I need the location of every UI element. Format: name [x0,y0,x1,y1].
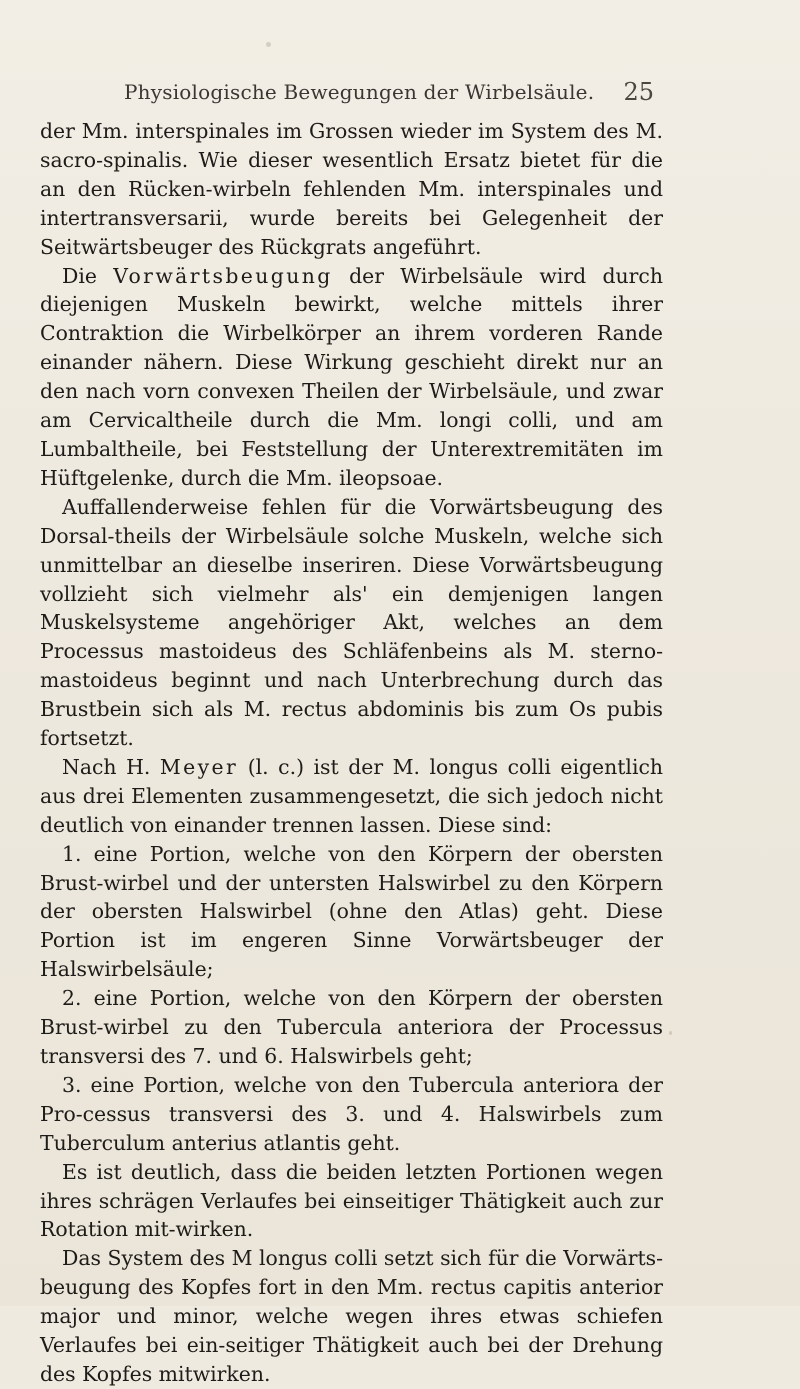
paragraph: Nach H. Meyer (l. c.) ist der M. longus colli eigentlich aus drei Elementen zusammengesetzt, die sich jedoch nicht deutlich von einander trennen lassen. Diese sind: [40,754,664,837]
paper-speck [266,42,271,47]
emphasis-term: Vorwärtsbeugung [113,263,333,288]
list-item: 3. eine Portion, welche von den Tubercula anteriora der Pro-cessus transversi des 3. und 4. Halswirbels zum Tuberculum anterius atlantis geht. [40,1072,663,1155]
paragraph: Die Vorwärtsbeugung der Wirbelsäule wird durch diejenigen Muskeln bewirkt, welche mittels ihrer Contraktion die Wirbelkörper an ihrem vorderen Rande einander nähern. Diese Wirkung geschieht direkt nur an den nach vorn convexen Theilen der Wirbelsäule, und zwar am Cervicaltheile durch die Mm. longi colli, und am Lumbaltheile, bei Feststellung der Unterextremitäten im Hüftgelenke, durch die Mm. ileopsoae. [40,263,663,490]
body-text [40,117,663,1389]
list-item: 1. eine Portion, welche von den Körpern der obersten Brust-wirbel und der untersten Halswirbel zu den Körpern der obersten Halswirbel (ohne den Atlas) geht. Diese Portion ist im engeren Sinne Vorwärtsbeuger der Halswirbelsäule; [40,841,663,982]
list-item: 2. eine Portion, welche von den Körpern der obersten Brust-wirbel zu den Tubercula anteriora der Processus transversi des 7. und 6. Halswirbels geht; [40,986,663,1068]
page-number: 25 [623,78,654,106]
page-header [124,80,654,116]
paragraph: Es ist deutlich, dass die beiden letzten Portionen wegen ihres schrägen Verlaufes bei einseitiger Thätigkeit auch zur Rotation mit-wirken. [40,1159,663,1242]
paragraph: Auffallenderweise fehlen für die Vorwärtsbeugung des Dorsal-theils der Wirbelsäule solche Muskeln, welche sich unmittelbar an dieselbe inseriren. Diese Vorwärtsbeugung vollzieht sich vielmehr als' ein demjenigen langen Muskelsysteme angehöriger Akt, welches an dem Processus mastoideus des Schläfenbeins als M. sterno-mastoideus beginnt und nach Unterbrechung durch das Brustbein sich als M. rectus abdominis bis zum Os pubis fortsetzt. [40,494,663,751]
emphasis-author: Meyer [159,754,239,779]
paragraph: Das System des M longus colli setzt sich für die Vorwärts-beugung des Kopfes fort in den Mm. rectus capitis anterior major und minor, welche wegen ihres etwas schiefen Verlaufes bei ein-seitiger Thätigkeit auch bei der Drehung des Kopfes mitwirken. [40,1246,663,1386]
running-title: Physiologische Bewegungen der Wirbelsäule. [124,80,595,104]
paragraph: der Mm. interspinales im Grossen wieder im System des M. sacro-spinalis. Wie dieser wesentlich Ersatz bietet für die an den Rücken-wirbeln fehlenden Mm. interspinales und intertransversarii, wurde bereits bei Gelegenheit der Seitwärtsbeuger des Rückgrats angeführt. [40,119,663,259]
paper-speck [669,1031,672,1035]
